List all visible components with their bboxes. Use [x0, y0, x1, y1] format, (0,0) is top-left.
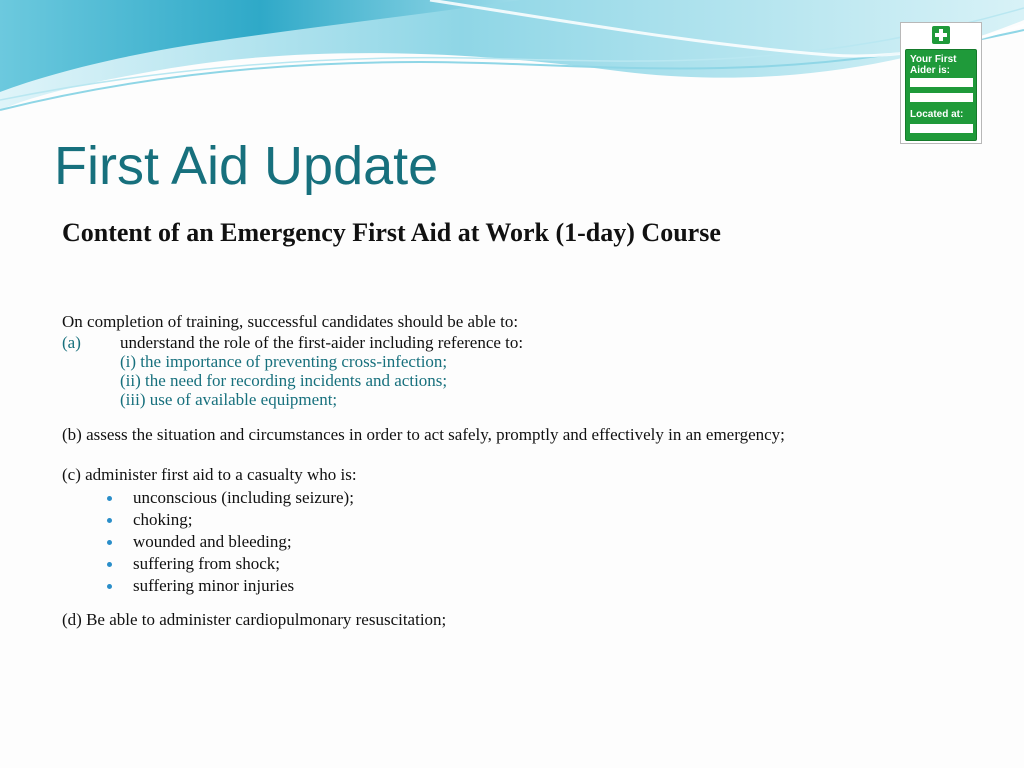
- bullet-icon: [107, 584, 112, 589]
- sub-item: (ii) the need for recording incidents and actions;: [120, 371, 448, 390]
- first-aider-sign-panel: [905, 49, 977, 141]
- sign-blank-line: [910, 93, 973, 102]
- sub-item: (iii) use of available equipment;: [120, 390, 338, 409]
- list-item-text: choking;: [133, 510, 193, 529]
- sign-blank-line: [910, 78, 973, 87]
- list-item-text: wounded and bleeding;: [133, 532, 292, 551]
- item-a-text: understand the role of the first-aider including reference to:: [120, 333, 524, 352]
- list-item: [105, 531, 962, 553]
- sign-line-located-at: Located at:: [910, 109, 964, 120]
- item-a-marker: (a): [62, 333, 81, 352]
- sign-blank-line: [910, 124, 973, 133]
- item-a-sub-items: [62, 352, 962, 409]
- sign-line-first-aider: Your First Aider is:: [910, 54, 957, 76]
- list-item: [105, 575, 962, 597]
- sub-item: (i) the importance of preventing cross-infection;: [120, 352, 448, 371]
- list-item: [105, 487, 962, 509]
- header-wave-decoration: [0, 0, 1024, 125]
- list-item: [105, 509, 962, 531]
- bullet-icon: [107, 540, 112, 545]
- list-item-text: suffering minor injuries: [133, 576, 295, 595]
- slide-title: First Aid Update: [54, 136, 439, 196]
- item-c: (c) administer first aid to a casualty who is:: [62, 465, 357, 484]
- item-c-bullet-list: [62, 487, 962, 597]
- item-a: [62, 333, 962, 352]
- item-b: (b) assess the situation and circumstances in order to act safely, promptly and effectively in an emergency;: [62, 425, 785, 444]
- first-aid-cross-icon: [932, 26, 950, 44]
- first-aider-sign-image: [900, 22, 982, 144]
- list-item: [105, 553, 962, 575]
- list-item-text: unconscious (including seizure);: [133, 488, 354, 507]
- intro-text: On completion of training, successful candidates should be able to:: [62, 312, 519, 331]
- bullet-icon: [107, 562, 112, 567]
- bullet-icon: [107, 496, 112, 501]
- slide-body: [62, 312, 962, 629]
- item-d: (d) Be able to administer cardiopulmonary resuscitation;: [62, 610, 447, 629]
- slide-subtitle: Content of an Emergency First Aid at Work (1-day) Course: [62, 218, 721, 247]
- list-item-text: suffering from shock;: [133, 554, 280, 573]
- bullet-icon: [107, 518, 112, 523]
